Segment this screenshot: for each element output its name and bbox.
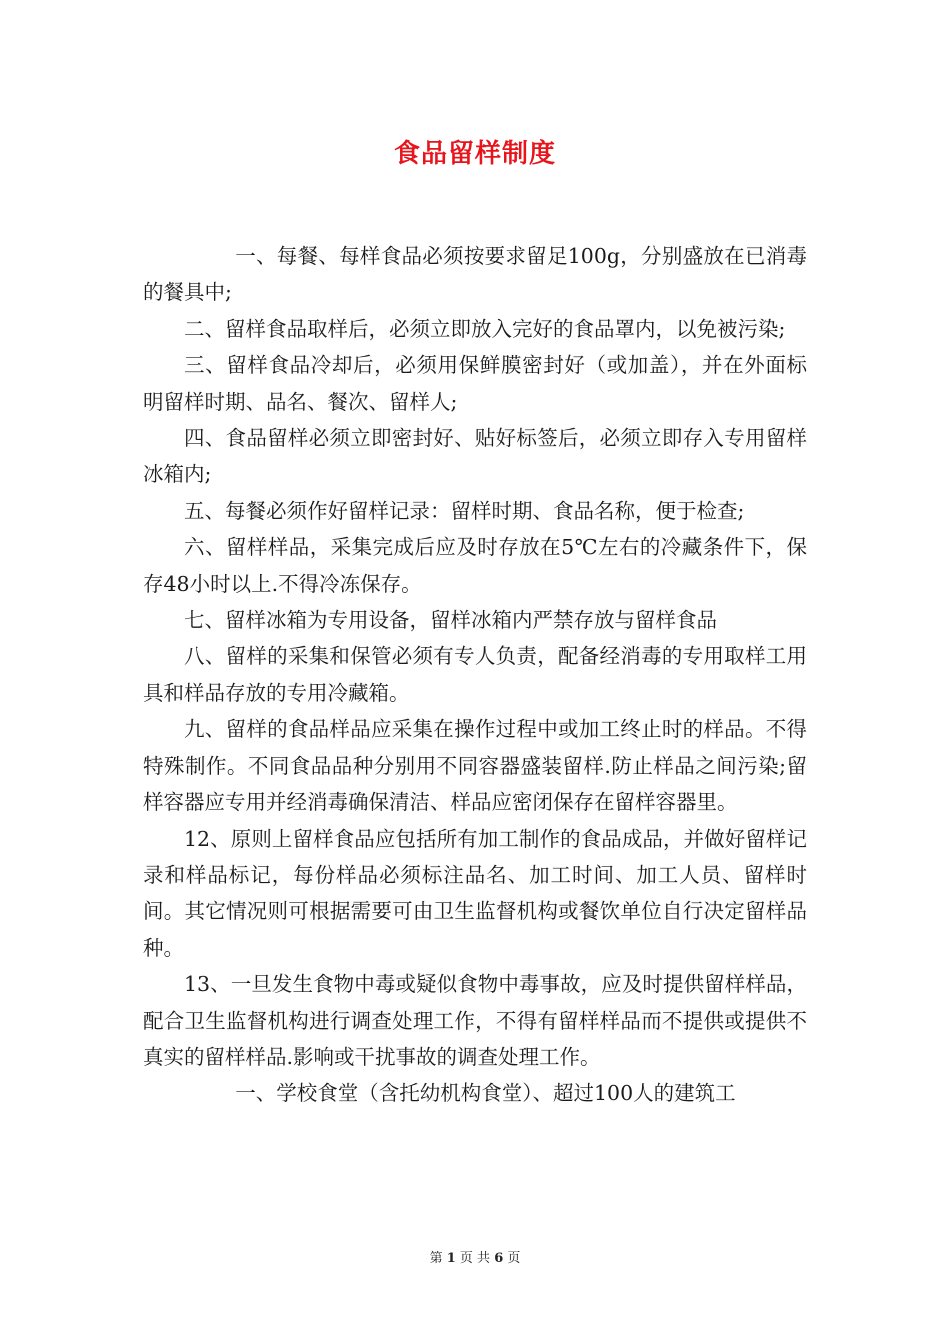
paragraph: 四、食品留样必须立即密封好、贴好标签后，必须立即存入专用留样冰箱内;	[143, 426, 807, 487]
footer-suffix: 页	[507, 1251, 521, 1266]
paragraph: 六、留样样品，采集完成后应及时存放在5℃左右的冷藏条件下，保存48小时以上.不得冷冻保存。	[143, 535, 807, 596]
document-title: 食品留样制度	[393, 139, 556, 169]
paragraph: 三、留样食品冷却后，必须用保鲜膜密封好（或加盖），并在外面标明留样时期、品名、餐次、留样人;	[143, 353, 807, 414]
paragraph: 五、每餐必须作好留样记录：留样时期、食品名称，便于检查;	[184, 498, 745, 523]
document-body	[143, 238, 807, 1112]
paragraph: 七、留样冰箱为专用设备，留样冰箱内严禁存放与留样食品	[184, 608, 717, 633]
paragraph: 一、学校食堂（含托幼机构食堂）、超过100人的建筑工	[235, 1081, 736, 1106]
paragraph: 13、一旦发生食物中毒或疑似食物中毒事故，应及时提供留样样品，配合卫生监督机构进行调查处理工作，不得有留样样品而不提供或提供不真实的留样样品.影响或干扰事故的调查处理工作。	[143, 972, 807, 1069]
page-footer	[0, 1247, 950, 1266]
footer-middle: 页 共	[459, 1251, 491, 1266]
paragraph: 一、每餐、每样食品必须按要求留足100g，分别盛放在已消毒的餐具中;	[143, 244, 807, 305]
current-page-number: 1	[446, 1251, 456, 1266]
paragraph: 12、原则上留样食品应包括所有加工制作的食品成品，并做好留样记录和样品标记，每份样品必须标注品名、加工时间、加工人员、留样时间。其它情况则可根据需要可由卫生监督机构或餐饮单位自行决定留样品种。	[143, 826, 807, 960]
paragraph: 九、留样的食品样品应采集在操作过程中或加工终止时的样品。不得特殊制作。不同食品品种分别用不同容器盛装留样.防止样品之间污染;留样容器应专用并经消毒确保清洁、样品应密闭保存在留样容器里。	[143, 717, 807, 815]
total-pages-number: 6	[494, 1251, 504, 1266]
footer-prefix: 第	[429, 1251, 443, 1266]
paragraph: 二、留样食品取样后，必须立即放入完好的食品罩内，以免被污染;	[184, 316, 786, 341]
paragraph: 八、留样的采集和保管必须有专人负责，配备经消毒的专用取样工用具和样品存放的专用冷藏箱。	[143, 644, 807, 705]
